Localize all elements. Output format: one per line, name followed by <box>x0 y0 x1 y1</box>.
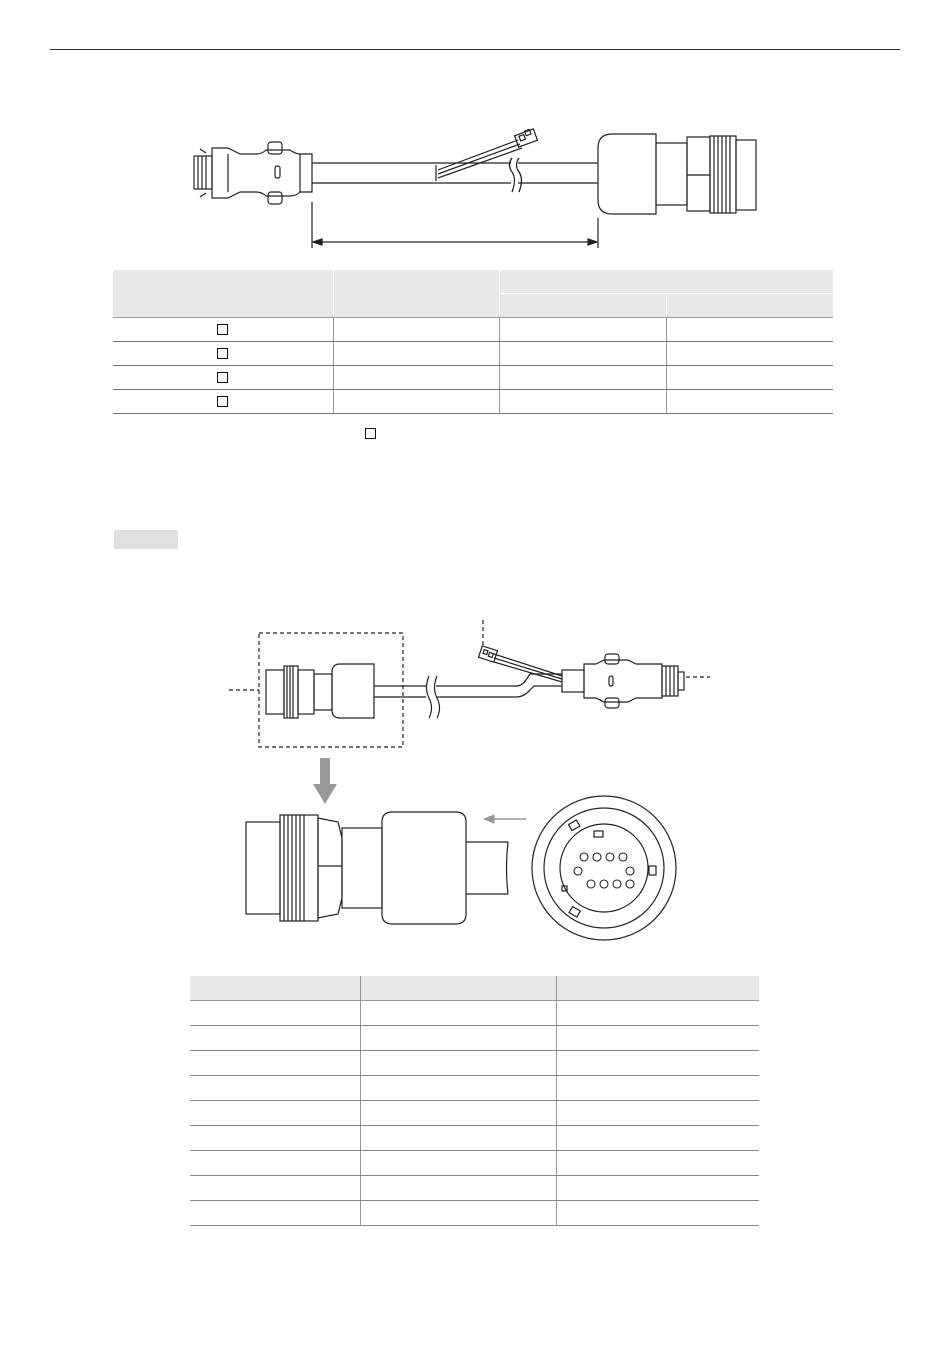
pin-face-icon <box>532 796 676 940</box>
table-row <box>190 1076 759 1101</box>
table-cell <box>360 1151 556 1176</box>
table-cell <box>190 1201 360 1226</box>
pin-header-cell <box>556 976 759 1001</box>
table-row <box>190 1126 759 1151</box>
table-row <box>190 1001 759 1026</box>
note-checkbox-square-icon <box>365 428 376 439</box>
table-cell <box>556 1151 759 1176</box>
pin-header-cell <box>360 976 556 1001</box>
table-cell <box>360 1126 556 1151</box>
table-cell <box>666 390 833 414</box>
battery-lead-icon <box>438 129 537 178</box>
section-tag <box>114 530 178 549</box>
table-cell <box>499 318 666 342</box>
table-cell <box>190 1051 360 1076</box>
table-cell <box>360 1076 556 1101</box>
table-cell <box>360 1051 556 1076</box>
table-cell <box>499 390 666 414</box>
driver-connector-icon <box>562 654 684 708</box>
table-row <box>190 1151 759 1176</box>
table-cell <box>556 1201 759 1226</box>
spec-header-row <box>113 270 833 294</box>
connector-drawing <box>0 600 950 960</box>
down-arrow-icon <box>313 758 337 804</box>
dashed-detail-frame <box>259 633 403 747</box>
table-row <box>113 342 833 366</box>
checkbox-square-icon <box>217 372 228 383</box>
model-cell <box>113 390 333 414</box>
table-cell <box>556 1001 759 1026</box>
table-cell <box>333 318 499 342</box>
table-cell <box>190 1001 360 1026</box>
motor-plug-icon <box>598 134 756 214</box>
model-cell <box>113 318 333 342</box>
spec-subheader-mm <box>499 294 666 318</box>
table-cell <box>360 1001 556 1026</box>
table-cell <box>190 1126 360 1151</box>
table-cell <box>556 1076 759 1101</box>
view-direction-arrow-icon <box>484 815 526 823</box>
spec-header-weight <box>333 270 499 318</box>
table-row <box>113 390 833 414</box>
table-cell <box>666 342 833 366</box>
table-cell <box>190 1176 360 1201</box>
table-cell <box>556 1051 759 1076</box>
length-dimension-arrow <box>312 202 598 248</box>
table-cell <box>499 366 666 390</box>
spec-header-model <box>113 270 333 318</box>
spec-table <box>113 270 833 414</box>
table-cell <box>666 318 833 342</box>
cable-body <box>374 674 562 697</box>
spec-header-length <box>499 270 833 294</box>
table-cell <box>666 366 833 390</box>
checkbox-square-icon <box>217 324 228 335</box>
cable-body <box>312 163 598 183</box>
spec-subheader-inch <box>666 294 833 318</box>
table-cell <box>360 1201 556 1226</box>
table-cell <box>360 1176 556 1201</box>
enlarged-plug-icon <box>246 812 508 924</box>
table-row <box>190 1051 759 1076</box>
pin-header-row <box>190 976 759 1001</box>
table-row <box>190 1201 759 1226</box>
model-cell <box>113 366 333 390</box>
table-cell <box>556 1026 759 1051</box>
table-cell <box>190 1101 360 1126</box>
table-row <box>190 1026 759 1051</box>
driver-connector-icon <box>194 142 312 204</box>
checkbox-square-icon <box>217 396 228 407</box>
table-cell <box>333 390 499 414</box>
pin-header-cell <box>190 976 360 1001</box>
model-cell <box>113 342 333 366</box>
table-cell <box>190 1026 360 1051</box>
battery-lead-icon <box>479 646 562 682</box>
table-cell <box>333 342 499 366</box>
pin-table <box>190 976 759 1226</box>
table-row <box>190 1101 759 1126</box>
pin-contacts <box>574 853 634 888</box>
checkbox-square-icon <box>217 348 228 359</box>
table-cell <box>190 1076 360 1101</box>
table-row <box>113 318 833 342</box>
table-cell <box>499 342 666 366</box>
table-row <box>113 366 833 390</box>
table-cell <box>556 1101 759 1126</box>
table-cell <box>360 1101 556 1126</box>
table-cell <box>360 1026 556 1051</box>
table-cell <box>190 1151 360 1176</box>
motor-plug-icon <box>266 664 374 718</box>
table-row <box>190 1176 759 1201</box>
table-cell <box>556 1176 759 1201</box>
table-cell <box>556 1126 759 1151</box>
table-cell <box>333 366 499 390</box>
cable-drawing <box>0 0 950 260</box>
